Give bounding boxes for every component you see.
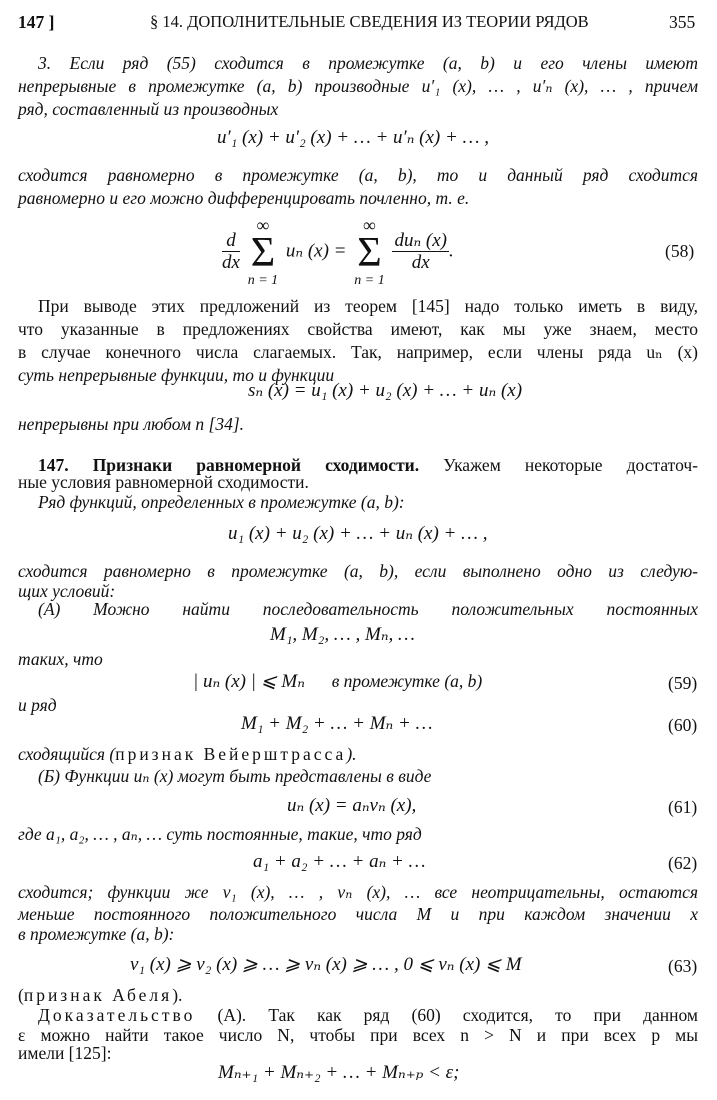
and-series-label: и ряд <box>18 695 57 715</box>
proof-word: Доказательство <box>38 1005 196 1025</box>
formula-sn: sₙ (x) = u₁ (x) + u₂ (x) + … + uₙ (x) <box>248 380 523 401</box>
proof-line1: Доказательство (А). Так как ряд (60) сходится, то при данном <box>38 1005 698 1025</box>
proof-line2: ε можно найти такое число N, чтобы при всех n > N и при всех p мы <box>18 1025 698 1045</box>
eq59-number: (59) <box>668 673 698 693</box>
formula-M-sequence: M₁, M₂, … , Mₙ, … <box>270 624 415 645</box>
eq62-number: (62) <box>668 853 698 873</box>
abel-sign-line: (признак Абеля). <box>18 985 183 1005</box>
condition-B: (Б) Функции uₙ (x) могут быть представлены в виде <box>38 766 432 786</box>
header-title: § 14. ДОПОЛНИТЕЛЬНЫЕ СВЕДЕНИЯ ИЗ ТЕОРИИ РЯДОВ <box>150 12 589 31</box>
conditions-line2: щих условий: <box>18 581 116 601</box>
equation-59: | uₙ (x) | ⩽ Mₙ в промежутке (a, b) <box>193 671 483 692</box>
para3-line2: непрерывные в промежутке (a, b) производные u′₁ (x), … , u′ₙ (x), … , причем <box>18 76 698 96</box>
section-147-line1: 147. Признаки равномерной сходимости. Укажем некоторые достаточ- <box>38 455 699 475</box>
para3-cont-line2: равномерно и его можно дифференцировать почленно, т. е. <box>18 188 470 208</box>
equation-60: M₁ + M₂ + … + Mₙ + … <box>241 713 433 734</box>
weierstrass-criterion: признак Вейерштрасса <box>115 744 347 764</box>
abel-criterion: признак Абеля <box>23 985 173 1005</box>
abel-text-line1: сходится; функции же v₁ (x), … , vₙ (x), … все неотрицательны, остаются <box>18 882 698 902</box>
eq58-term: uₙ (x) = <box>285 240 347 262</box>
equation-62: a₁ + a₂ + … + aₙ + … <box>253 851 426 872</box>
condition-A: (А) Можно найти последовательность положительных постоянных <box>38 599 698 619</box>
abel-text-line3: в промежутке (a, b): <box>18 924 175 944</box>
formula-series: u₁ (x) + u₂ (x) + … + uₙ (x) + … , <box>228 523 488 544</box>
abel-text-line2: меньше постоянного положительного числа M и при каждом значении x <box>18 904 698 924</box>
para3-line1: 3. Если ряд (55) сходится в промежутке (a, b) и его члены имеют <box>38 53 698 73</box>
equation-63: v₁ (x) ⩾ v₂ (x) ⩾ … ⩾ vₙ (x) ⩾ … , 0 ⩽ vₙ (x) ⩽ M <box>130 954 522 975</box>
eq61-number: (61) <box>668 797 698 817</box>
remark-line1: При выводе этих предложений из теорем [145] надо только иметь в виду, <box>38 296 698 316</box>
weierstrass-line: сходящийся (признак Вейерштрасса). <box>18 744 357 764</box>
section-147-title: 147. Признаки равномерной сходимости. <box>38 455 420 475</box>
formula-cauchy: Mₙ₊₁ + Mₙ₊₂ + … + Mₙ₊ₚ < ε; <box>218 1062 460 1083</box>
such-that-label: таких, что <box>18 649 103 669</box>
where-line: где a₁, a₂, … , aₙ, … суть постоянные, такие, что ряд <box>18 824 422 844</box>
frac-d-dx: $\frac{d}{dx}$ <box>222 230 240 274</box>
eq63-number: (63) <box>668 956 698 976</box>
formula-derivative-series: u′₁ (x) + u′₂ (x) + … + u′ₙ (x) + … , <box>217 127 489 148</box>
proof-line3: имели [125]: <box>18 1043 112 1063</box>
equation-61: uₙ (x) = aₙvₙ (x), <box>287 795 417 816</box>
continuous-line: непрерывны при любом n [34]. <box>18 414 245 434</box>
remark-line4: суть непрерывные функции, то и функции <box>18 365 335 385</box>
sum-operator-1: ∞ Σ n = 1 <box>247 215 279 288</box>
eq58-number: (58) <box>665 241 695 261</box>
conditions-line1: сходится равномерно в промежутке (a, b), если выполнено одно из следую- <box>18 561 698 581</box>
header-section-ref: 147 ] <box>18 12 55 32</box>
page-number: 355 <box>669 12 696 32</box>
eq60-number: (60) <box>668 715 698 735</box>
equation-58: $\frac{d}{dx}$ ∞ Σ n = 1 uₙ (x) = ∞ Σ n = 1 $\frac{\text{duₙ (x)}}{dx}$ . <box>222 215 454 288</box>
remark-line2: что указанные в предложениях свойства имеют, как мы уже знаем, место <box>18 319 698 339</box>
remark-line3: в случае конечного числа слагаемых. Так, например, если члены ряда uₙ (x) <box>18 342 698 362</box>
section-147-line3: Ряд функций, определенных в промежутке (a, b): <box>38 492 405 512</box>
sum-operator-2: ∞ Σ n = 1 <box>354 215 385 288</box>
para3-cont-line1: сходится равномерно в промежутке (a, b), то и данный ряд сходится <box>18 165 698 185</box>
frac-dun-dx: $\frac{\text{duₙ (x)}}{dx}$ <box>394 230 447 274</box>
para3-line3: ряд, составленный из производных <box>18 99 279 119</box>
section-147-line2: ные условия равномерной сходимости. <box>18 472 309 492</box>
